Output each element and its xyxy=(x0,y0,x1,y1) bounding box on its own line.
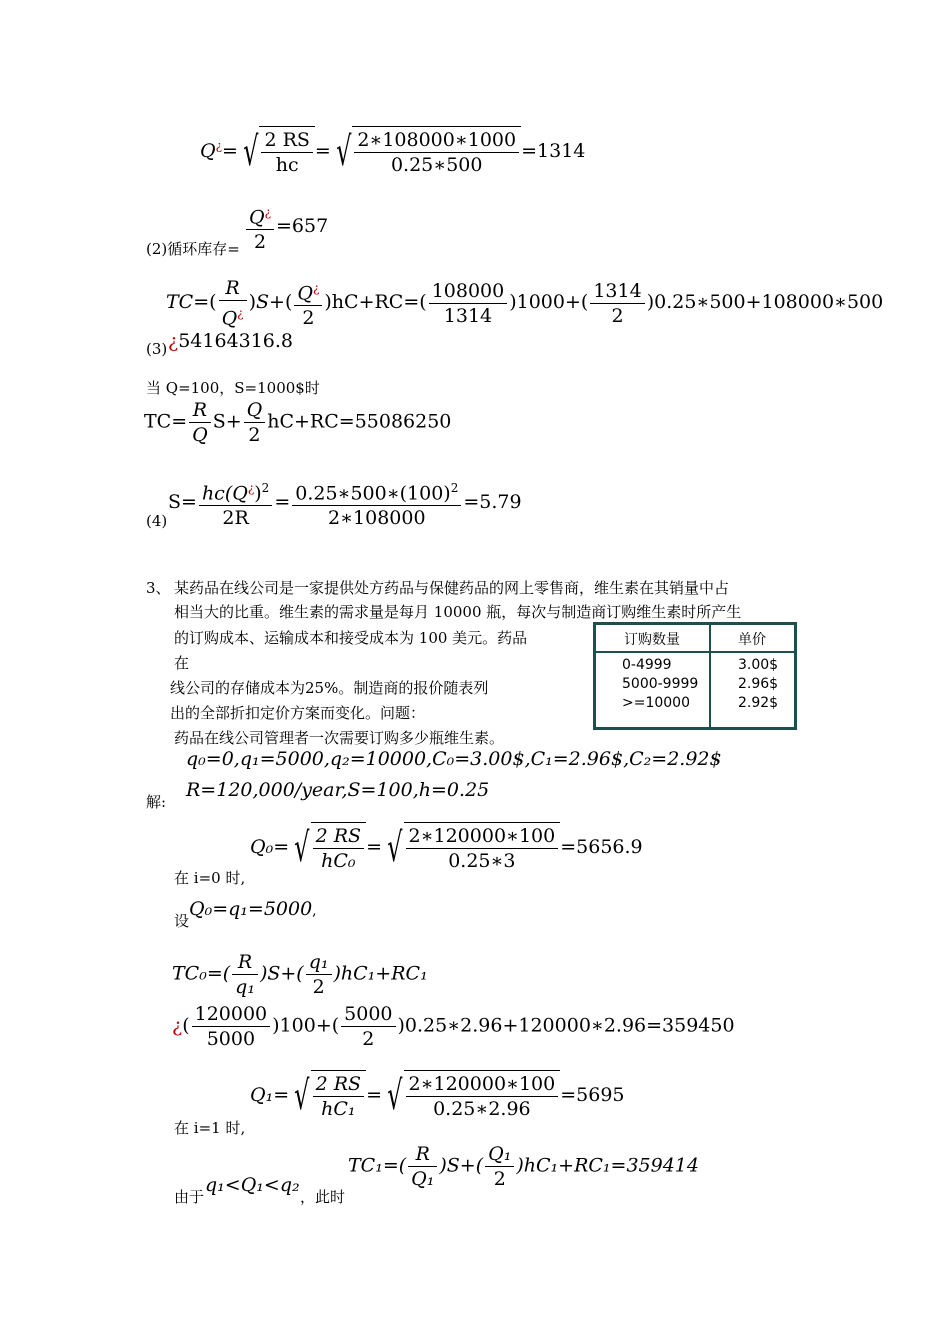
solution-label: 解: xyxy=(146,793,167,811)
table-cell: 2.92$ xyxy=(738,695,779,711)
total-cost-formula: TC=( $\frac{R}{Q^¿}$ )S+( $\frac{Q^¿}{2}$ )hC+RC=( $\frac{108000}{1314}$ )1000+( $\frac{1314}{2}$ )0.25∗500+108000∗500 xyxy=(166,277,884,330)
given-parameters-1: q₀=0,q₁=5000,q₂=10000,C₀=3.00$,C₁=2.96$,C₂=2.92$ xyxy=(186,748,722,770)
tc1-formula: TC₁=( $\frac{R}{\text{Q₁}}$ )S+( $\frac{\text{Q₁}}{2}$ )hC₁+RC₁=359414 xyxy=(348,1143,699,1190)
tc0-calculation: ¿( $\frac{120000}{5000}$ )100+( $\frac{5000}{2}$ )0.25∗2.96+120000∗2.96=359450 xyxy=(172,1003,735,1050)
total-cost-result: ¿54164316.8 xyxy=(168,330,294,352)
item-3-label: (3) xyxy=(146,340,168,358)
price-table-divider xyxy=(709,625,711,727)
set-label: 设 xyxy=(174,912,190,930)
problem-line-6: 出的全部折扣定价方案而变化。问题： xyxy=(170,704,426,722)
since-inequality: q₁<Q₁<q₂ xyxy=(205,1174,300,1196)
header-unit-price: 单价 xyxy=(738,632,766,648)
problem-line-2: 相当大的比重。维生素的需求量是每月 10000 瓶，每次与制造商订购维生素时所产生 xyxy=(174,603,742,621)
problem-line-1: 某药品在线公司是一家提供处方药品与保健药品的网上零售商，维生素在其销量中占 xyxy=(174,579,730,597)
tc0-formula: TC₀=( $\frac{R}{\text{q₁}}$ )S+( $\frac{\text{q₁}}{2}$ )hC₁+RC₁ xyxy=(172,951,428,998)
problem-line-3: 的订购成本、运输成本和接受成本为 100 美元。药品 xyxy=(174,629,528,647)
eoq-formula: Q¿= √ $\frac{2 RS}{hc}$ = √ $\frac{2∗108000∗1000}{0.25∗500}$ =1314 xyxy=(200,126,585,178)
total-cost-q100-formula: TC= $\frac{R}{Q}$ S+ $\frac{Q}{2}$ hC+RC=55086250 xyxy=(144,399,452,446)
q-symbol: Q xyxy=(200,140,216,162)
item-2-label: (2)循环库存= xyxy=(146,240,240,258)
condition-text: 当 Q=100，S=1000$时 xyxy=(146,379,320,397)
problem-line-5: 线公司的存储成本为25%。制造商的报价随表列 xyxy=(170,679,489,697)
table-cell: 3.00$ xyxy=(738,657,779,673)
case-i1-label: 在 i=1 时, xyxy=(174,1119,246,1137)
problem-line-4: 在 xyxy=(174,654,190,672)
price-table xyxy=(593,622,797,730)
since-label: 由于 xyxy=(174,1188,205,1206)
set-equation: Q₀=q₁=5000, xyxy=(189,898,317,920)
cycle-inventory-formula: $\frac{Q^¿}{2}$ =657 xyxy=(244,200,328,254)
table-cell: 5000-9999 xyxy=(622,676,699,692)
problem-number: 3、 xyxy=(146,579,171,597)
header-quantity: 订购数量 xyxy=(624,632,680,648)
q1-formula: Q₁= √ $\frac{2 RS}{\text{hC₁}}$ = √ $\frac{2∗120000∗100}{0.25∗2.96}$ =5695 xyxy=(250,1070,625,1122)
table-cell: 0-4999 xyxy=(622,657,672,673)
item-4-label: (4) xyxy=(146,512,168,530)
given-parameters-2: R=120,000/year,S=100,h=0.25 xyxy=(186,779,490,801)
setup-cost-formula: S= $\frac{hc(Q^¿)^2}{2R}$ = $\frac{0.25∗500∗(100)^2}{2∗108000}$ =5.79 xyxy=(168,476,522,530)
table-cell: >=10000 xyxy=(622,695,690,711)
case-i0-label: 在 i=0 时, xyxy=(174,869,246,887)
since-tail: ，此时 xyxy=(300,1188,346,1206)
q0-formula: Q₀= √ $\frac{2 RS}{\text{hC₀}}$ = √ $\frac{2∗120000∗100}{0.25∗3}$ =5656.9 xyxy=(250,822,643,874)
table-cell: 2.96$ xyxy=(738,676,779,692)
problem-line-7: 药品在线公司管理者一次需要订购多少瓶维生素。 xyxy=(174,729,505,747)
